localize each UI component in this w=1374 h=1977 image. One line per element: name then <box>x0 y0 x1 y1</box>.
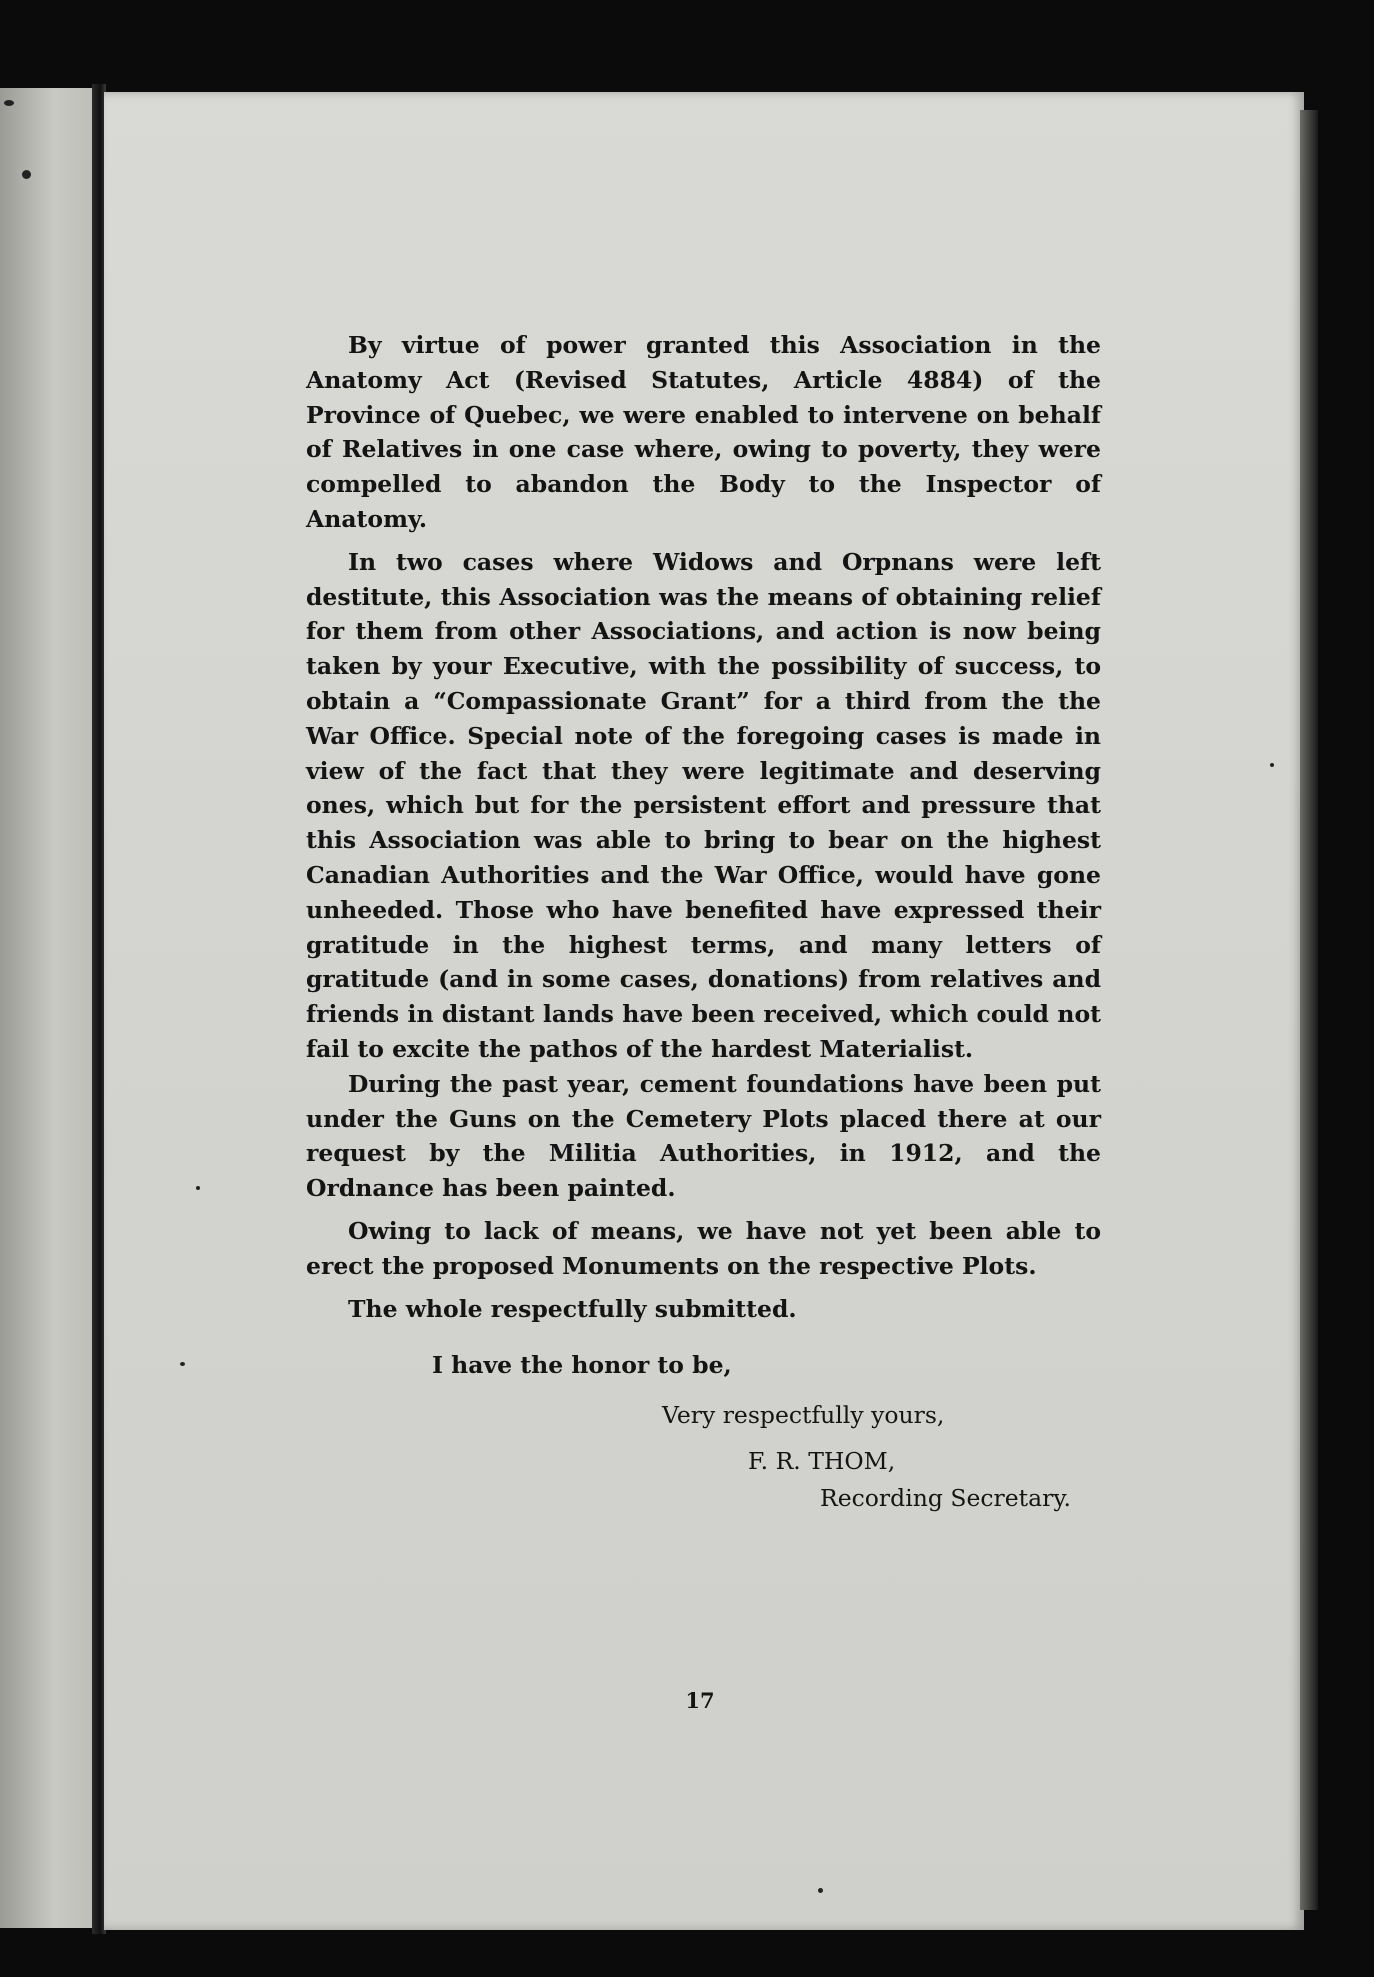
signature-name: F. R. THOM, <box>748 1447 896 1475</box>
signature-title: Recording Secretary. <box>820 1484 1071 1512</box>
facing-page-edge <box>0 88 98 1928</box>
scan-speck <box>180 1362 185 1366</box>
scan-speck <box>22 170 31 179</box>
paragraph-widows-orphans: In two cases where Widows and Orpnans were left destitute, this Association was the means of obtaining relief for them from other Associations, and action is now being taken by your Executive, with the possibility of success, to obtain a “Compassionate Grant” for a third from the the War Office. Special note of the foregoing cases is made in view of the fact that they were legitimate and deserving ones, which but for the persistent effort and pressure that this Association was able to bring to bear on the highest Canadian Authorities and the War Office, would have gone unheeded. Those who have benefited have expressed their gratitude in the highest terms, and many letters of gratitude (and in some cases, donations) from relatives and friends in distant lands have been received, which could not fail to excite the pathos of the hardest Materialist. <box>306 547 1101 1063</box>
scan-speck <box>1270 763 1274 767</box>
closing-valediction: Very respectfully yours, <box>662 1401 945 1429</box>
scan-speck <box>4 100 14 106</box>
closing-honor: I have the honor to be, <box>432 1351 732 1379</box>
paragraph-cement-foundations: During the past year, cement foundations have been put under the Guns on the Cemetery Plots placed there at our request by the Militia Authorities, in 1912, and the Ordnance has been painted. <box>306 1069 1101 1203</box>
scan-speck <box>818 1888 823 1893</box>
page-edge-shadow <box>1300 110 1318 1910</box>
scan-speck <box>196 1186 200 1190</box>
paragraph-anatomy-act: By virtue of power granted this Association in the Anatomy Act (Revised Statutes, Article 4884) of the Province of Quebec, we were enabled to intervene on behalf of Relatives in one case where, owing to poverty, they were compelled to abandon the Body to the Inspector of Anatomy. <box>306 331 1101 533</box>
paragraph-submitted: The whole respectfully submitted. <box>348 1294 797 1323</box>
letter-body <box>306 328 1101 1326</box>
paragraph-monuments: Owing to lack of means, we have not yet been able to erect the proposed Monuments on the respective Plots. <box>306 1216 1101 1280</box>
page-number: 17 <box>685 1688 715 1713</box>
